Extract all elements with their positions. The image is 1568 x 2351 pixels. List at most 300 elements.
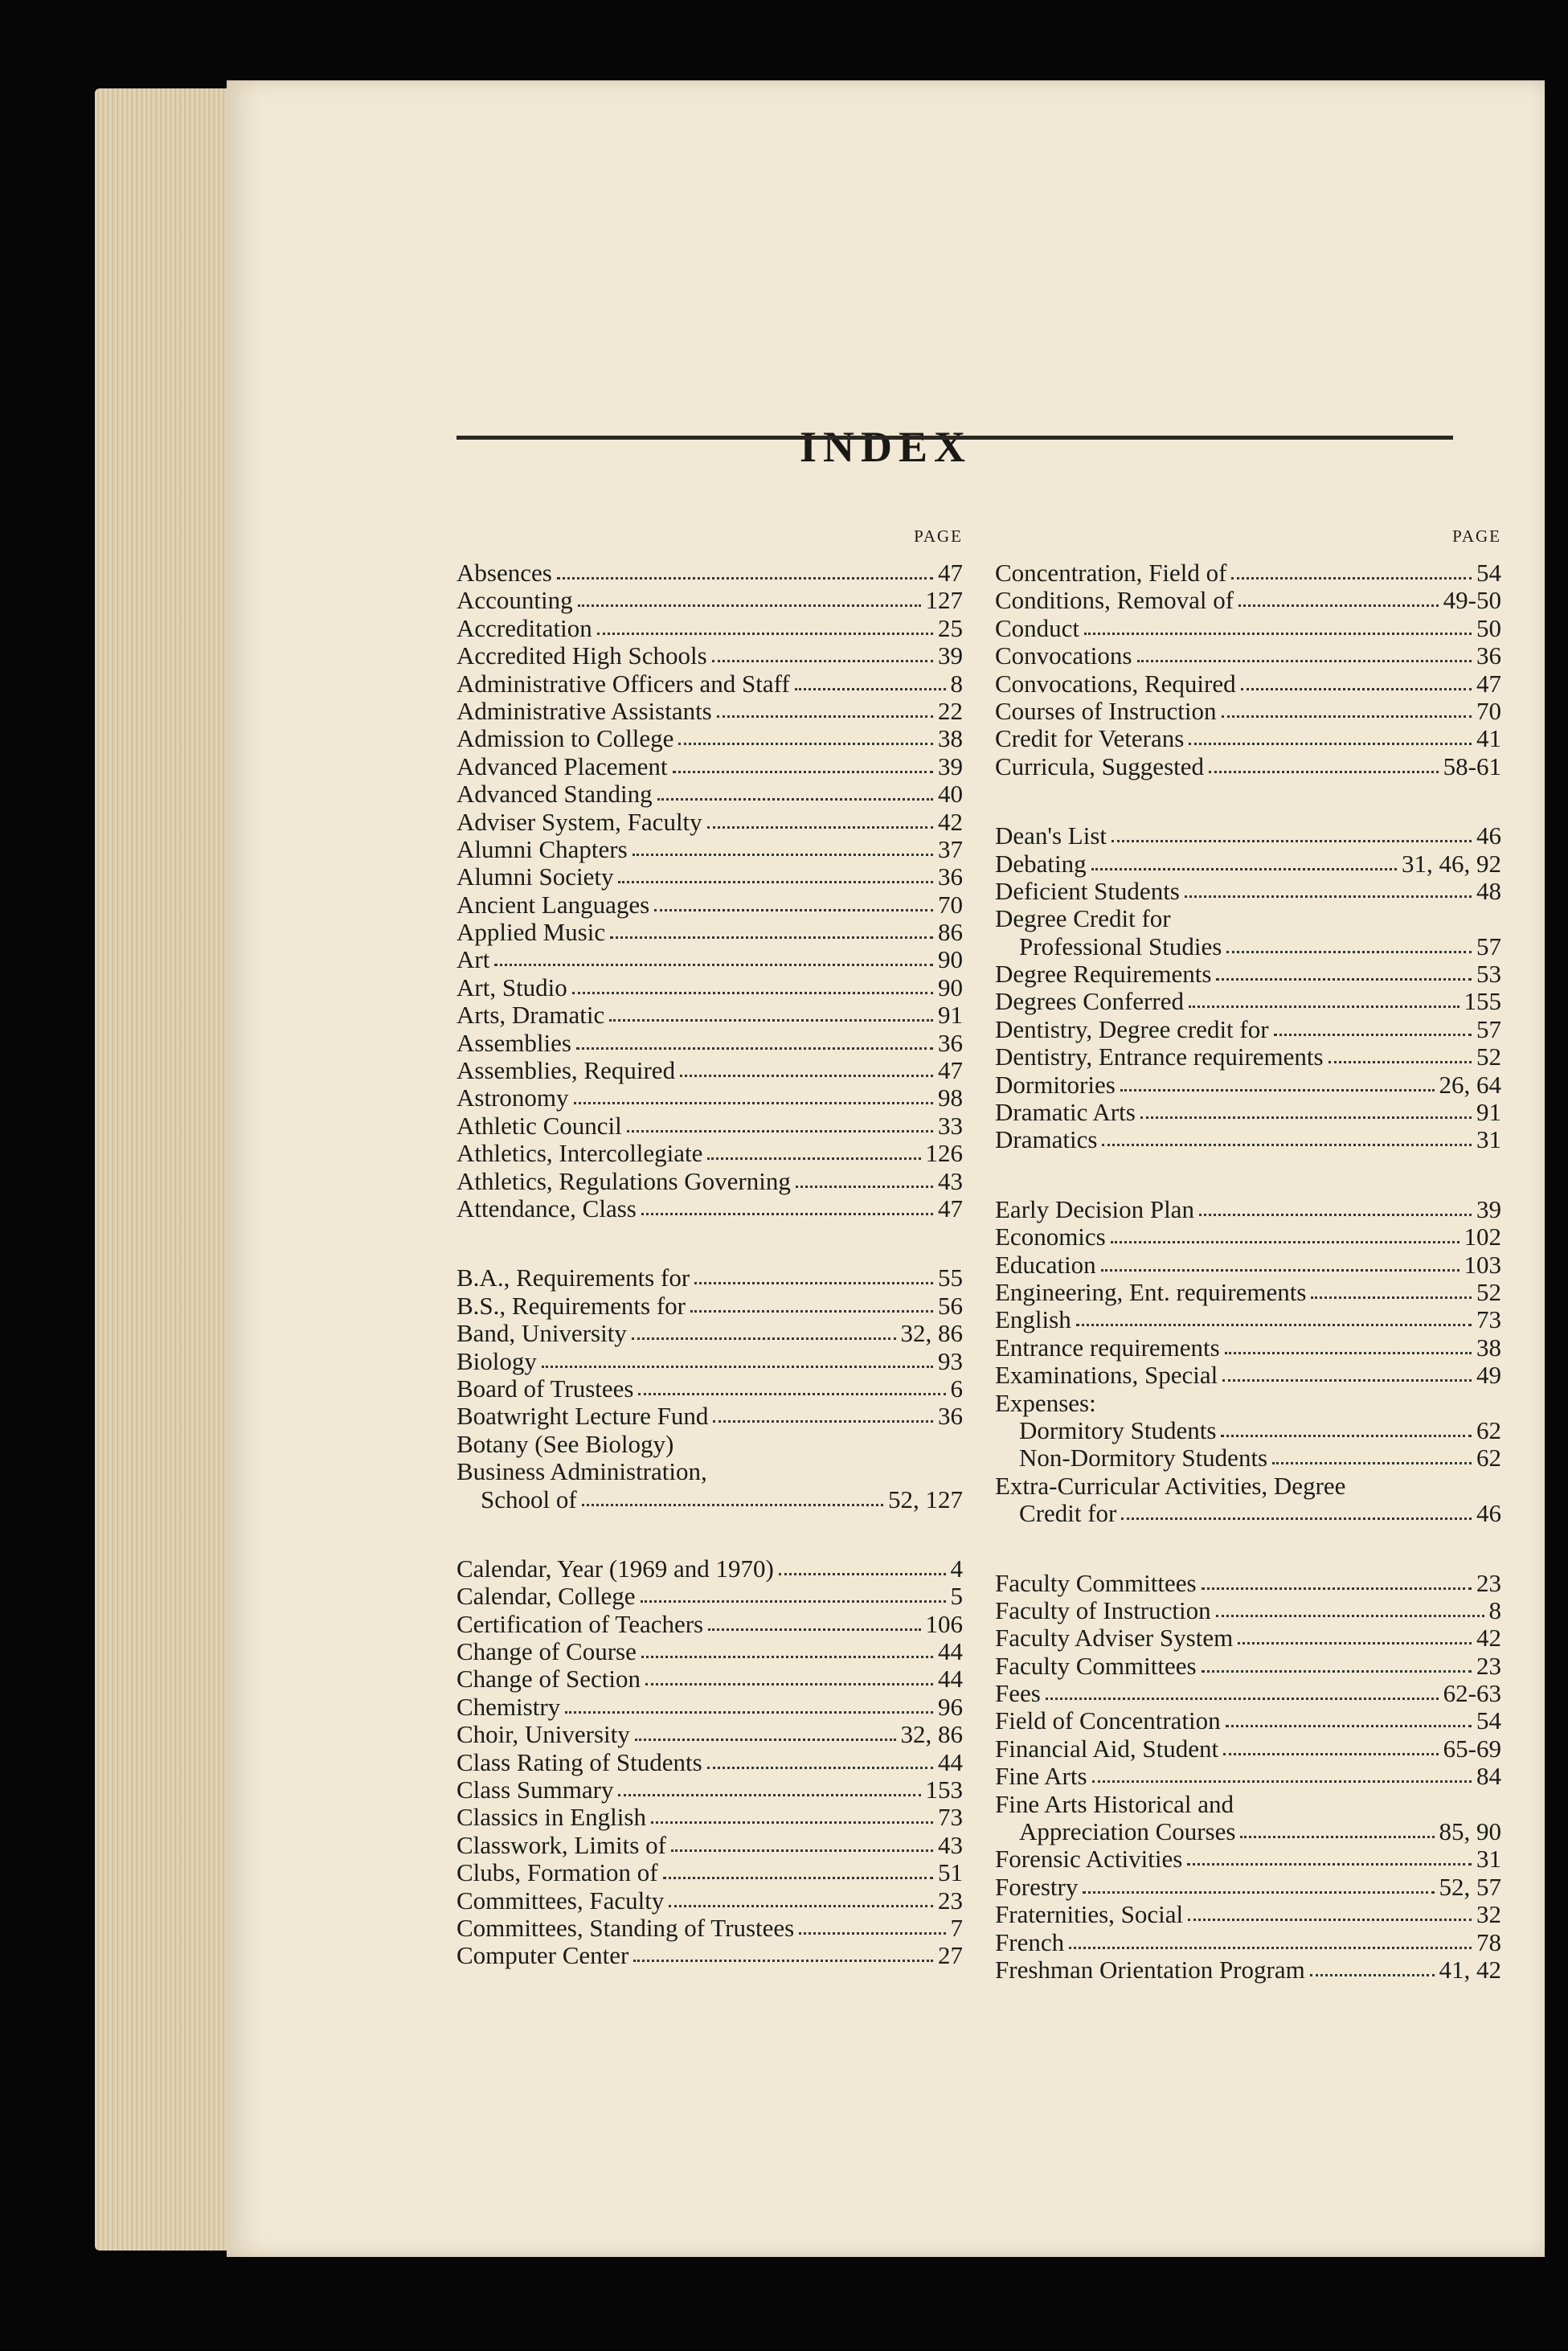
dot-leader — [1069, 1942, 1472, 1949]
index-term: Appreciation Courses — [1019, 1817, 1236, 1846]
dot-leader — [1076, 1319, 1472, 1326]
index-term: Convocations, Required — [995, 669, 1236, 698]
index-page-number: 44 — [938, 1665, 963, 1694]
index-page-number: 43 — [938, 1830, 963, 1859]
index-heading-line: Fine Arts Historical and — [995, 1789, 1234, 1818]
index-page-number: 52 — [1476, 1277, 1501, 1306]
dot-leader — [641, 1651, 933, 1658]
index-entry — [456, 1292, 963, 1320]
index-page-number: 36 — [938, 1402, 963, 1431]
index-page-number: 70 — [938, 890, 963, 919]
index-entries-right — [995, 559, 1501, 1984]
index-term: Certification of Teachers — [456, 1609, 704, 1638]
dot-leader — [1241, 683, 1472, 690]
index-term: Education — [995, 1250, 1096, 1279]
index-term: Entrance requirements — [995, 1333, 1220, 1362]
index-page-number: 42 — [1476, 1624, 1501, 1653]
dot-leader — [618, 1789, 920, 1796]
index-entry — [995, 1071, 1501, 1099]
index-entry — [995, 822, 1501, 850]
index-page-number: 52, 127 — [888, 1485, 963, 1513]
index-entry — [456, 615, 963, 642]
index-page-number: 23 — [938, 1886, 963, 1915]
dot-leader — [1199, 1209, 1472, 1216]
section-gap — [995, 1154, 1501, 1196]
index-term: Class Rating of Students — [456, 1747, 702, 1776]
index-entry — [995, 1874, 1501, 1901]
dot-leader — [618, 876, 933, 883]
dot-leader — [610, 932, 933, 939]
index-entry — [995, 698, 1501, 725]
index-term: Attendance, Class — [456, 1194, 637, 1223]
dot-leader — [1102, 1139, 1472, 1146]
book-page-edges — [95, 88, 248, 2251]
index-entry — [456, 559, 963, 587]
dot-leader — [663, 1872, 933, 1879]
index-page-number: 47 — [938, 1056, 963, 1085]
dot-leader — [1140, 1112, 1472, 1119]
index-page-number: 39 — [938, 641, 963, 670]
dot-leader — [1189, 1001, 1460, 1008]
index-page-number: 102 — [1464, 1223, 1501, 1251]
index-page-number: 62-63 — [1443, 1679, 1501, 1708]
dot-leader — [707, 1153, 920, 1160]
index-page-number: 106 — [925, 1609, 963, 1638]
title-rule — [456, 436, 1453, 440]
index-entry — [995, 587, 1501, 614]
dot-leader — [641, 1595, 946, 1603]
index-entry — [456, 809, 963, 836]
dot-leader — [680, 1070, 933, 1077]
index-entry — [456, 974, 963, 1001]
index-term: Committees, Standing of Trustees — [456, 1913, 795, 1942]
index-term: Boatwright Lecture Fund — [456, 1402, 709, 1431]
index-term: Examinations, Special — [995, 1361, 1218, 1390]
index-term: School of — [481, 1485, 577, 1513]
index-term: Accounting — [456, 586, 573, 615]
index-page-number: 93 — [938, 1346, 963, 1375]
index-term: Financial Aid, Student — [995, 1734, 1219, 1763]
index-term: Concentration, Field of — [995, 559, 1227, 587]
index-page-number: 46 — [1476, 1499, 1501, 1528]
index-entry — [995, 960, 1501, 988]
index-page-number: 23 — [1476, 1651, 1501, 1680]
index-term: Astronomy — [456, 1083, 569, 1112]
dot-leader — [1091, 863, 1397, 870]
dot-leader — [1092, 1776, 1472, 1783]
index-term: Chemistry — [456, 1692, 561, 1721]
index-term: Professional Studies — [1019, 932, 1222, 960]
dot-leader — [694, 1277, 933, 1284]
dot-leader — [638, 1388, 945, 1395]
dot-leader — [707, 821, 933, 829]
dot-leader — [799, 1927, 945, 1935]
dot-leader — [708, 1624, 920, 1631]
index-column-right — [995, 522, 1501, 1984]
dot-leader — [651, 1816, 933, 1824]
index-page-number: 57 — [1476, 1014, 1501, 1043]
index-entry — [995, 1279, 1501, 1306]
index-entry — [456, 698, 963, 725]
index-page-number: 73 — [1476, 1305, 1501, 1334]
index-page-number: 31 — [1476, 1845, 1501, 1874]
index-entry — [995, 1306, 1501, 1333]
index-term: Credit for Veterans — [995, 724, 1185, 753]
index-page-number: 37 — [938, 834, 963, 863]
index-entry — [456, 1001, 963, 1029]
index-entry — [995, 1016, 1501, 1043]
dot-leader — [1046, 1693, 1439, 1700]
index-entry — [456, 1859, 963, 1886]
dot-leader — [673, 766, 933, 773]
index-page-number: 62 — [1476, 1444, 1501, 1472]
index-entry — [995, 1818, 1501, 1845]
index-term: Accreditation — [456, 613, 592, 642]
index-term: Faculty of Instruction — [995, 1595, 1211, 1624]
index-term: Non-Dormitory Students — [1019, 1444, 1268, 1472]
index-term: French — [995, 1927, 1065, 1956]
index-entry — [995, 1251, 1501, 1279]
index-entry — [456, 780, 963, 808]
index-term: Committees, Faculty — [456, 1886, 665, 1915]
index-term: Assemblies, Required — [456, 1056, 676, 1085]
index-term: Engineering, Ent. requirements — [995, 1277, 1307, 1306]
index-page-number: 70 — [1476, 696, 1501, 725]
dot-leader — [1274, 1029, 1472, 1036]
index-entry — [995, 1196, 1501, 1223]
index-term: Advanced Placement — [456, 752, 668, 780]
dot-leader — [1187, 1858, 1472, 1866]
index-page-number: 41, 42 — [1439, 1955, 1501, 1984]
dot-leader — [627, 1125, 933, 1132]
index-entry — [995, 1223, 1501, 1251]
index-term: Computer Center — [456, 1941, 629, 1970]
index-entry — [995, 1901, 1501, 1928]
index-page-number: 52, 57 — [1439, 1872, 1501, 1901]
dot-leader — [671, 1845, 933, 1852]
index-term: Conduct — [995, 613, 1080, 642]
index-term: Fees — [995, 1679, 1041, 1708]
dot-leader — [597, 628, 933, 635]
index-term: Dentistry, Degree credit for — [995, 1014, 1269, 1043]
index-term: Administrative Officers and Staff — [456, 669, 790, 698]
index-term: Athletic Council — [456, 1111, 622, 1140]
index-entry — [995, 725, 1501, 752]
index-page-number: 62 — [1476, 1415, 1501, 1444]
index-page-number: 8 — [1488, 1595, 1501, 1624]
dot-leader — [1226, 946, 1472, 953]
dot-leader — [1084, 628, 1472, 635]
index-page-number: 33 — [938, 1111, 963, 1140]
index-page-number: 36 — [938, 1028, 963, 1057]
index-entry — [456, 1694, 963, 1721]
index-entry — [995, 1570, 1501, 1597]
index-entry — [456, 1611, 963, 1638]
index-term: Curricula, Suggested — [995, 752, 1205, 780]
index-page-number: 44 — [938, 1747, 963, 1776]
dot-leader — [657, 793, 933, 801]
index-page-number: 36 — [1476, 641, 1501, 670]
index-term: Degree Requirements — [995, 960, 1212, 989]
index-term: Convocations — [995, 641, 1132, 670]
index-heading-line: Expenses: — [995, 1388, 1096, 1417]
dot-leader — [633, 1955, 933, 1962]
index-entry — [995, 753, 1501, 780]
index-entry — [995, 615, 1501, 642]
index-entry — [456, 1084, 963, 1112]
dot-leader — [1216, 1610, 1484, 1617]
index-page-number: 52 — [1476, 1042, 1501, 1071]
dot-leader — [1188, 1914, 1472, 1921]
index-entry — [995, 1500, 1501, 1527]
index-term: Alumni Chapters — [456, 834, 628, 863]
dot-leader — [1311, 1292, 1472, 1299]
index-page-number: 153 — [925, 1776, 963, 1804]
dot-leader — [707, 1762, 933, 1769]
index-term: B.A., Requirements for — [456, 1264, 690, 1292]
dot-leader — [1202, 1665, 1472, 1673]
index-page-number: 54 — [1476, 559, 1501, 587]
index-entry — [995, 1334, 1501, 1362]
index-entry — [456, 863, 963, 891]
index-term: Arts, Dramatic — [456, 1001, 605, 1030]
index-term: Forensic Activities — [995, 1845, 1183, 1874]
dot-leader — [690, 1305, 933, 1313]
dot-leader — [1222, 1374, 1472, 1382]
index-entry — [456, 1942, 963, 1969]
index-page-number: 47 — [938, 559, 963, 587]
dot-leader — [1231, 572, 1472, 580]
index-term: Band, University — [456, 1319, 627, 1348]
index-page-number: 90 — [938, 945, 963, 974]
dot-leader — [1223, 1748, 1439, 1755]
index-entry — [456, 1057, 963, 1084]
index-page-number: 155 — [1464, 987, 1501, 1016]
dot-leader — [645, 1678, 933, 1685]
index-page-number: 78 — [1476, 1927, 1501, 1956]
index-term: Applied Music — [456, 918, 606, 947]
index-entry — [995, 1707, 1501, 1735]
index-page-number: 38 — [938, 724, 963, 753]
index-entry — [995, 1763, 1501, 1790]
index-entry — [456, 1721, 963, 1748]
dot-leader — [632, 1333, 896, 1340]
index-page-number: 50 — [1476, 613, 1501, 642]
index-term: Fraternities, Social — [995, 1900, 1184, 1929]
index-term: Dean's List — [995, 821, 1107, 850]
index-term: Calendar, Year (1969 and 1970) — [456, 1554, 774, 1583]
index-page-number: 44 — [938, 1637, 963, 1666]
index-term: Courses of Instruction — [995, 696, 1217, 725]
dot-leader — [796, 1181, 933, 1188]
dot-leader — [1120, 1084, 1435, 1092]
index-page-number: 51 — [938, 1858, 963, 1887]
dot-leader — [1221, 1430, 1472, 1437]
dot-leader — [1185, 891, 1472, 898]
index-page-number: 65-69 — [1443, 1734, 1501, 1763]
index-term: Change of Section — [456, 1665, 641, 1694]
index-page-number: 39 — [938, 752, 963, 780]
index-entry — [456, 753, 963, 780]
index-entry — [456, 1348, 963, 1375]
index-entry — [995, 1845, 1501, 1873]
dot-leader — [1111, 1236, 1460, 1243]
index-entry — [995, 1099, 1501, 1126]
index-entry — [995, 850, 1501, 878]
index-term: Advanced Standing — [456, 780, 653, 809]
index-page-number: 46 — [1476, 821, 1501, 850]
dot-leader — [641, 1208, 933, 1215]
index-term: Athletics, Intercollegiate — [456, 1139, 703, 1168]
dot-leader — [565, 1706, 933, 1714]
dot-leader — [494, 959, 933, 966]
index-entries-left — [456, 559, 963, 1970]
dot-leader — [1083, 1886, 1434, 1894]
index-term: Faculty Adviser System — [995, 1624, 1234, 1653]
index-page-number: 7 — [950, 1913, 963, 1942]
index-page-number: 55 — [938, 1264, 963, 1292]
dot-leader — [1209, 766, 1439, 773]
index-term: Field of Concentration — [995, 1706, 1221, 1735]
dot-leader — [1238, 1637, 1472, 1644]
index-term: Classwork, Limits of — [456, 1830, 666, 1859]
dot-leader — [609, 1014, 933, 1022]
index-term: Class Summary — [456, 1776, 614, 1804]
index-page-number: 103 — [1464, 1250, 1501, 1279]
index-page-number: 41 — [1476, 724, 1501, 753]
index-page-number: 27 — [938, 1941, 963, 1970]
index-term: Alumni Society — [456, 862, 614, 891]
index-term: Early Decision Plan — [995, 1194, 1194, 1223]
dot-leader — [633, 849, 933, 856]
index-page-number: 4 — [950, 1554, 963, 1583]
index-entry — [995, 559, 1501, 587]
index-entry — [456, 1403, 963, 1430]
page-column-label: PAGE — [1452, 526, 1501, 546]
index-term: Admission to College — [456, 724, 674, 753]
index-entry — [456, 919, 963, 946]
index-page-number: 38 — [1476, 1333, 1501, 1362]
dot-leader — [1240, 1831, 1434, 1838]
index-page-number: 39 — [1476, 1194, 1501, 1223]
dot-leader — [717, 711, 933, 718]
index-page-number: 32 — [1476, 1900, 1501, 1929]
page-title: INDEX — [799, 423, 972, 471]
section-gap — [456, 1513, 963, 1555]
index-entry — [456, 1555, 963, 1583]
index-page-number: 31, 46, 92 — [1402, 849, 1501, 878]
index-term: Forestry — [995, 1872, 1079, 1901]
index-heading-line: Botany (See Biology) — [456, 1429, 674, 1458]
index-entry — [456, 1264, 963, 1292]
index-entry — [995, 1929, 1501, 1956]
index-term: Absences — [456, 559, 552, 587]
index-page-number: 49-50 — [1443, 586, 1501, 615]
index-entry — [995, 933, 1501, 960]
index-page-number: 26, 64 — [1439, 1070, 1501, 1099]
index-term: B.S., Requirements for — [456, 1291, 686, 1320]
dot-leader — [713, 1415, 933, 1423]
dot-leader — [1216, 973, 1472, 981]
index-term: Assemblies — [456, 1028, 571, 1057]
index-entry — [456, 1749, 963, 1776]
index-entry — [456, 946, 963, 973]
index-entry — [995, 1653, 1501, 1680]
dot-leader — [669, 1900, 933, 1907]
dot-leader — [795, 683, 946, 690]
index-term: Administrative Assistants — [456, 696, 712, 725]
index-page-number: 47 — [938, 1194, 963, 1223]
dot-leader — [1112, 835, 1472, 842]
index-term: Choir, University — [456, 1720, 630, 1749]
index-column-left — [456, 522, 963, 1970]
index-page-number: 91 — [1476, 1098, 1501, 1127]
index-term: Change of Course — [456, 1637, 637, 1666]
index-page-number: 91 — [938, 1001, 963, 1030]
dot-leader — [654, 904, 933, 911]
index-entry — [995, 1126, 1501, 1153]
index-page-number: 58-61 — [1443, 752, 1501, 780]
index-term: Art, Studio — [456, 973, 567, 1001]
index-entry — [995, 988, 1501, 1015]
index-entry — [995, 642, 1501, 670]
index-term: Art — [456, 945, 490, 974]
index-page-number: 42 — [938, 807, 963, 836]
index-page-number: 40 — [938, 780, 963, 809]
index-term: Adviser System, Faculty — [456, 807, 702, 836]
index-page-number: 23 — [1476, 1568, 1501, 1597]
index-entry — [456, 1832, 963, 1859]
index-term: Clubs, Formation of — [456, 1858, 658, 1887]
index-page-number: 47 — [1476, 669, 1501, 698]
dot-leader — [574, 1097, 934, 1104]
index-entry — [995, 1735, 1501, 1763]
index-page-number: 48 — [1476, 876, 1501, 905]
dot-leader — [578, 600, 921, 607]
dot-leader — [1189, 738, 1472, 745]
index-page-number: 85, 90 — [1439, 1817, 1501, 1846]
index-page-number: 86 — [938, 918, 963, 947]
index-term: Fine Arts — [995, 1762, 1087, 1791]
index-entry — [456, 836, 963, 863]
dot-leader — [1238, 600, 1439, 607]
index-entry — [995, 1362, 1501, 1389]
index-page-number: 31 — [1476, 1125, 1501, 1154]
dot-leader — [1101, 1264, 1460, 1272]
index-page-number: 57 — [1476, 932, 1501, 960]
index-term: Classics in English — [456, 1803, 646, 1832]
index-page-number: 54 — [1476, 1706, 1501, 1735]
index-entry — [456, 1112, 963, 1140]
dot-leader — [1225, 1347, 1472, 1354]
index-entry — [995, 670, 1501, 698]
index-term: Faculty Committees — [995, 1568, 1197, 1597]
index-heading-line: Business Administration, — [456, 1457, 707, 1486]
index-term: Debating — [995, 849, 1087, 878]
index-page-number: 22 — [938, 696, 963, 725]
index-page-number: 84 — [1476, 1762, 1501, 1791]
index-entry — [995, 1624, 1501, 1652]
dot-leader — [1137, 655, 1472, 662]
index-entry — [456, 1776, 963, 1804]
index-term: Ancient Languages — [456, 890, 650, 919]
index-entry — [456, 1030, 963, 1057]
index-page-number: 8 — [950, 669, 963, 698]
index-entry — [995, 1597, 1501, 1624]
index-term: Dormitories — [995, 1070, 1116, 1099]
index-entry — [456, 642, 963, 670]
dot-leader — [1329, 1056, 1472, 1063]
